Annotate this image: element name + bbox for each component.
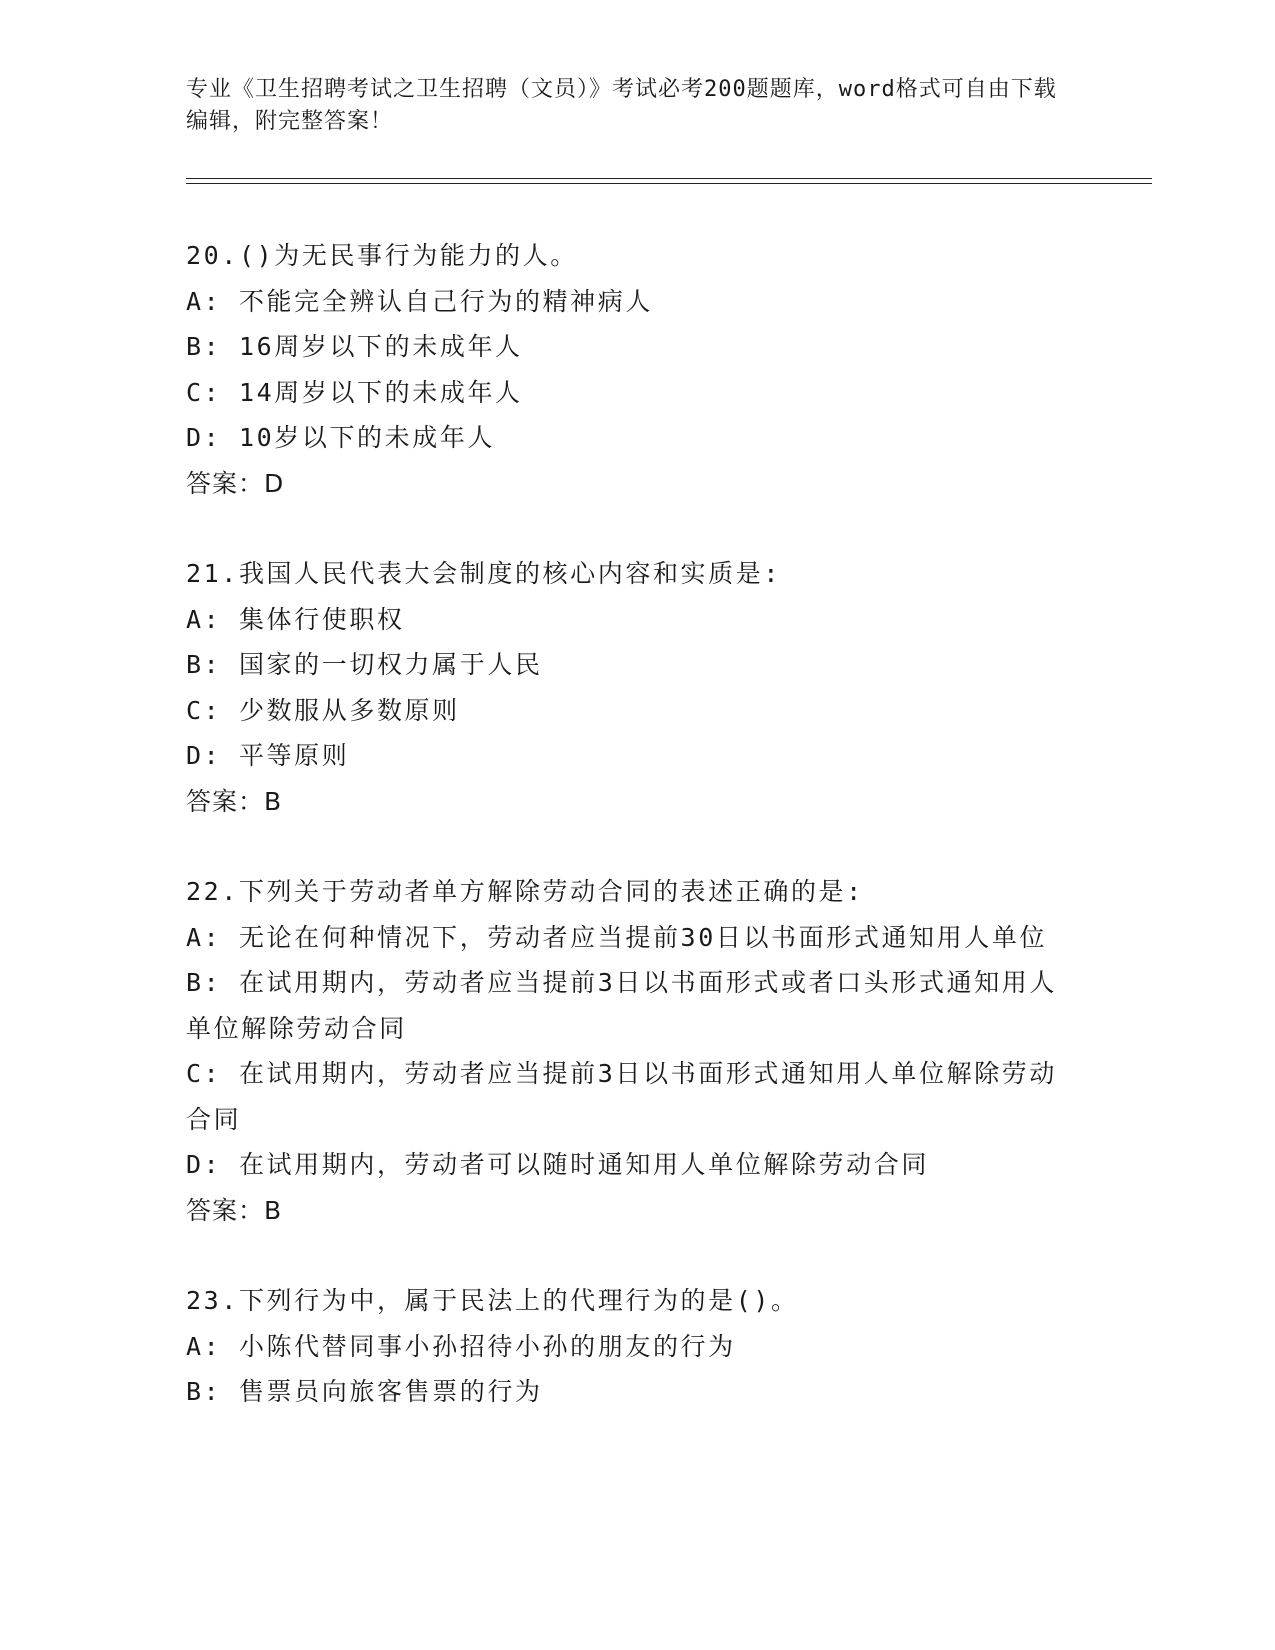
answer-label: 答案：B: [186, 1195, 283, 1225]
option-c: C: 在试用期内，劳动者应当提前3日以书面形式通知用人单位解除劳动合同: [186, 1059, 1058, 1134]
question-20: [186, 233, 1066, 506]
header-divider: [186, 178, 1152, 184]
option-a: A: 集体行使职权: [186, 604, 405, 634]
option-d: D: 在试用期内，劳动者可以随时通知用人单位解除劳动合同: [186, 1150, 929, 1179]
option-b: B: 国家的一切权力属于人民: [186, 650, 543, 679]
answer-label: 答案：B: [186, 786, 283, 816]
question-stem: 22.下列关于劳动者单方解除劳动合同的表述正确的是:: [186, 877, 864, 906]
question-list: [186, 233, 1066, 1460]
answer-label: 答案：D: [186, 468, 285, 498]
question-stem: 20.()为无民事行为能力的人。: [186, 241, 578, 270]
question-22: [186, 869, 1066, 1233]
document-page: [186, 0, 1146, 1650]
question-stem: 21.我国人民代表大会制度的核心内容和实质是:: [186, 559, 782, 588]
question-stem: 23.下列行为中，属于民法上的代理行为的是()。: [186, 1286, 799, 1315]
option-a: A: 不能完全辨认自己行为的精神病人: [186, 286, 653, 316]
question-23: [186, 1278, 1066, 1415]
question-21: [186, 551, 1066, 824]
option-c: C: 14周岁以下的未成年人: [186, 377, 523, 407]
document-header: 专业《卫生招聘考试之卫生招聘（文员）》考试必考200题题库，word格式可自由下载编辑，附完整答案！: [186, 77, 1057, 134]
option-b: B: 在试用期内，劳动者应当提前3日以书面形式或者口头形式通知用人单位解除劳动合同: [186, 968, 1058, 1043]
option-c: C: 少数服从多数原则: [186, 695, 460, 725]
option-d: D: 平等原则: [186, 741, 350, 770]
option-d: D: 10岁以下的未成年人: [186, 423, 496, 452]
option-b: B: 16周岁以下的未成年人: [186, 332, 523, 361]
option-a: A: 无论在何种情况下，劳动者应当提前30日以书面形式通知用人单位: [186, 922, 1048, 952]
option-b: B: 售票员向旅客售票的行为: [186, 1377, 543, 1406]
option-a: A: 小陈代替同事小孙招待小孙的朋友的行为: [186, 1331, 736, 1361]
